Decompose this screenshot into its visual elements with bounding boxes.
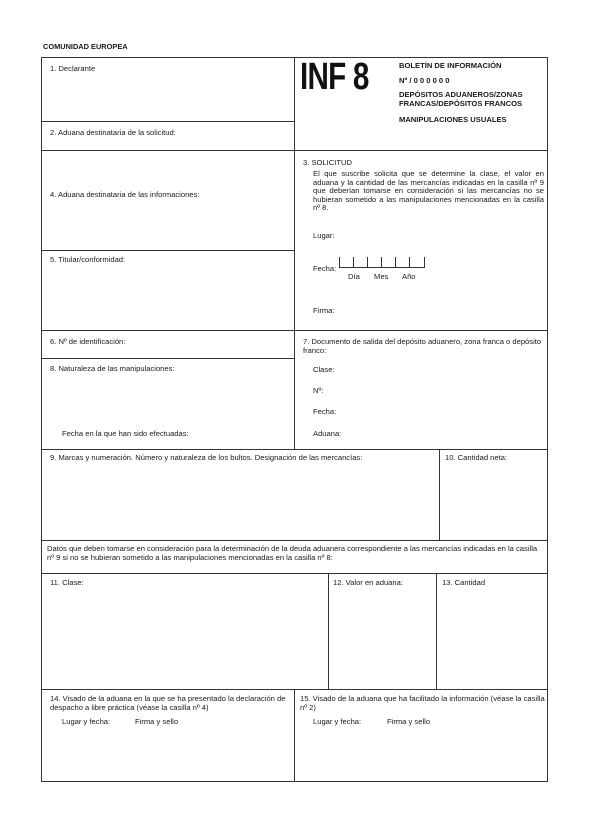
line-b6 <box>41 358 294 359</box>
box4-field[interactable] <box>42 200 292 248</box>
box15-firma: Firma y sello <box>387 717 431 726</box>
box1-label: 1. Declarante <box>50 64 96 73</box>
box15-lugar: Lugar y fecha: <box>313 717 362 726</box>
box11-label: 11. Clase: <box>50 578 84 587</box>
box10-field[interactable] <box>440 464 546 538</box>
form-code: INF 8 <box>300 56 369 98</box>
line-b9 <box>41 540 548 541</box>
datos-text: Datos que deben tomarse en consideración para la determinación de la deuda aduanera correspondiente a las mercancías indicadas en la casilla nº 9 si no se hubieran sometido a las manipulaciones mencionadas en la casilla nº 8: <box>47 544 538 562</box>
box7-clase: Clase: <box>313 365 335 374</box>
box3-dia: Día <box>348 272 360 281</box>
box3-date-field[interactable] <box>339 257 425 271</box>
box9-label: 9. Marcas y numeración. Número y naturaleza de los bultos. Designación de las mercancías: <box>50 453 363 462</box>
box5-field[interactable] <box>42 265 292 328</box>
box3-lugar-label: Lugar: <box>313 231 335 240</box>
box5-label: 5. Titular/conformidad: <box>50 255 126 264</box>
box6-label: 6. Nº de identificación: <box>50 337 126 346</box>
box11-field[interactable] <box>42 589 326 687</box>
box12-field[interactable] <box>329 589 434 687</box>
box7-aduana: Aduana: <box>313 429 342 438</box>
box3-ano: Año <box>402 272 416 281</box>
box10-label: 10. Cantidad neta: <box>445 453 508 462</box>
line-b2 <box>41 150 548 151</box>
form-number: Nº / 0 0 0 0 0 0 <box>399 76 450 85</box>
box8-fecha-label: Fecha en la que han sido efectuadas: <box>62 429 189 438</box>
box9-field[interactable] <box>42 464 437 538</box>
box3-mes: Mes <box>374 272 389 281</box>
box7-fecha: Fecha: <box>313 407 337 416</box>
line-datos <box>41 573 548 574</box>
box4-label: 4. Aduana destinataria de las informaciones: <box>50 190 200 199</box>
box2-label: 2. Aduana destinataria de la solicitud: <box>50 128 176 137</box>
form-subtitle2: MANIPULACIONES USUALES <box>399 115 507 124</box>
box7-label: 7. Documento de salida del depósito aduanero, zona franca o depósito franco: <box>303 337 542 355</box>
box14-lugar: Lugar y fecha: <box>62 717 111 726</box>
box3-firma-label: Firma: <box>313 306 335 315</box>
community-label: COMUNIDAD EUROPEA <box>43 42 128 51</box>
box3-title: 3. SOLICITUD <box>303 158 352 167</box>
line-b4 <box>41 250 294 251</box>
form-title: BOLETÍN DE INFORMACIÓN <box>399 61 502 70</box>
box8-label: 8. Naturaleza de las manipulaciones: <box>50 364 175 373</box>
box3-fecha-label: Fecha: <box>313 264 337 273</box>
box12-label: 12. Valor en aduana: <box>333 578 403 587</box>
box13-field[interactable] <box>437 589 546 687</box>
line-b5 <box>41 330 548 331</box>
box6-field[interactable] <box>42 347 292 357</box>
form-subtitle: DEPÓSITOS ADUANEROS/ZONAS FRANCAS/DEPÓSITOS FRANCOS <box>399 90 523 108</box>
box14-firma: Firma y sello <box>135 717 179 726</box>
box13-label: 13. Cantidad <box>442 578 486 587</box>
box15-field[interactable] <box>295 728 546 780</box>
box2-field[interactable] <box>42 138 292 149</box>
box7-no: Nº: <box>313 386 324 395</box>
box1-field[interactable] <box>42 74 292 120</box>
box8-field[interactable] <box>42 374 292 424</box>
divider-top <box>294 57 295 449</box>
box15-label: 15. Visado de la aduana que ha facilitado la información (véase la casilla nº 2) <box>300 694 545 712</box>
box14-label: 14. Visado de la aduana en la que se ha presentado la declaración de despacho a libre práctica (véase la casilla nº 4) <box>50 694 286 712</box>
line-b1 <box>41 121 294 122</box>
line-b8 <box>41 449 548 450</box>
box14-field[interactable] <box>42 728 292 780</box>
box3-text: El que suscribe solicita que se determine la clase, el valor en aduana y la cantidad de las mercancías indicadas en la casilla nº 9 que deberían tomarse en consideración si las mercancías no se hubieran sometido a las manipulaciones mencionadas en la casilla nº 8. <box>313 169 544 212</box>
